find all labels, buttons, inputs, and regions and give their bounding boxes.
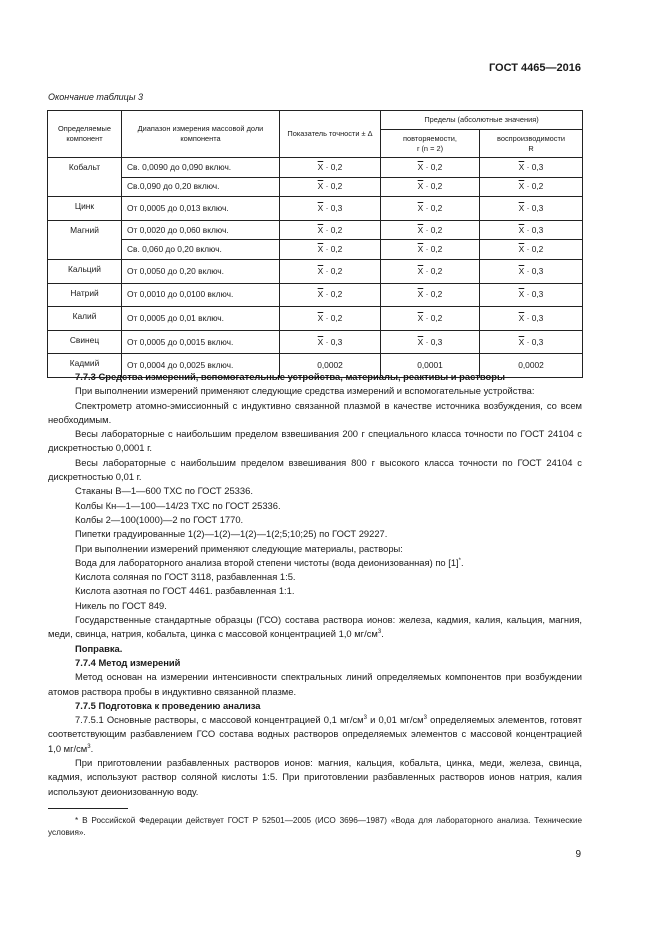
xbar-symbol: $\overline{X}$ xyxy=(417,265,424,276)
accuracy-cell xyxy=(280,240,381,260)
repeatability-cell xyxy=(381,330,480,354)
accuracy-cell xyxy=(280,158,381,178)
footnote-divider xyxy=(48,808,128,809)
table-row xyxy=(48,307,583,331)
pipettes-item: Пипетки градуированные 1(2)—1(2)—1(2)—1(2;5;10;25) по ГОСТ 29227. xyxy=(75,528,388,540)
repeatability-cell-value: · 0,2 xyxy=(425,161,443,172)
table-row xyxy=(48,197,583,221)
accuracy-cell-value: · 0,2 xyxy=(325,289,343,300)
s7751-c: определяемых элементов, готовят соответствующим разбавлением ГСО состава водных растворов определяемых элементов с массовой концентрацией 1,0 мг/см xyxy=(48,714,582,754)
xbar-symbol: $\overline{X}$ xyxy=(317,224,324,235)
gso-item xyxy=(48,613,582,642)
water-text: Вода для лабораторного анализа второй степени чистоты (вода деионизованная) по [1] xyxy=(75,556,459,568)
xbar-symbol: $\overline{X}$ xyxy=(518,312,525,323)
repeatability-cell-value: · 0,3 xyxy=(425,336,443,347)
s7751-sup1: 3 xyxy=(363,715,367,721)
reproducibility-cell-value: 0,0002 xyxy=(518,360,544,371)
reproducibility-cell xyxy=(480,220,583,240)
accuracy-cell xyxy=(280,197,381,221)
gso-end: . xyxy=(381,628,384,640)
method-text: Метод основан на измерении интенсивности спектральных линий определяемых компонентов при возбуждении атомов раствора пробы в индуктивно связанной плазме. xyxy=(48,671,582,697)
repeatability-cell xyxy=(381,259,480,283)
repeatability-cell xyxy=(381,307,480,331)
xbar-symbol: $\overline{X}$ xyxy=(417,289,424,300)
range-cell: От 0,0010 до 0,0100 включ. xyxy=(122,283,280,307)
repeatability-cell xyxy=(381,158,480,178)
dilution-text: При приготовлении разбавленных растворов ионов: магния, кальция, кобальта, цинка, меди, железа, свинца, кадмия, используют раствор соляной кислоты 1:5. При приготовлении разбавленных растворов ионов натрия, калия используют деионизованную воду. xyxy=(48,757,582,797)
repeatability-cell xyxy=(381,177,480,197)
repeatability-cell xyxy=(381,197,480,221)
xbar-symbol: $\overline{X}$ xyxy=(317,244,324,255)
spectrometer-item: Спектрометр атомно-эмиссионный с индуктивно связанной плазмой в качестве источника возбуждения, со всем необходимым. xyxy=(48,399,582,425)
accuracy-cell-value: · 0,2 xyxy=(325,181,343,192)
table-row xyxy=(48,240,583,260)
s7751-sup3: 3 xyxy=(87,743,91,750)
s7751-b: и 0,01 мг/см xyxy=(366,714,424,726)
measuring-tools-intro: При выполнении измерений применяют следующие средства измерений и вспомогательные устройства: xyxy=(75,385,535,397)
element-cell: Кадмий xyxy=(48,354,122,378)
xbar-symbol: $\overline{X}$ xyxy=(518,224,525,235)
water-end: . xyxy=(461,556,464,568)
hcl-item: Кислота соляная по ГОСТ 3118, разбавленная 1:5. xyxy=(75,571,296,583)
header-accuracy: Показатель точности ± Δ xyxy=(280,111,381,158)
accuracy-cell-value: · 0,2 xyxy=(325,244,343,255)
reproducibility-cell xyxy=(480,158,583,178)
s7751-end: . xyxy=(90,742,94,754)
accuracy-cell-value: · 0,2 xyxy=(325,224,343,235)
reproducibility-cell-value: · 0,3 xyxy=(526,312,544,323)
xbar-symbol: $\overline{X}$ xyxy=(518,265,525,276)
section-7-7-5-heading: 7.7.5 Подготовка к проведению анализа xyxy=(75,699,261,711)
table-caption: Окончание таблицы 3 xyxy=(48,92,143,102)
xbar-symbol: $\overline{X}$ xyxy=(417,161,424,172)
repeatability-cell-value: 0,0001 xyxy=(417,360,443,371)
header-reproducibility-sub: R xyxy=(528,143,534,153)
xbar-symbol: $\overline{X}$ xyxy=(417,312,424,323)
reproducibility-cell-value: · 0,3 xyxy=(526,336,544,347)
element-cell: Кальций xyxy=(48,259,122,283)
reproducibility-cell xyxy=(480,240,583,260)
xbar-symbol: $\overline{X}$ xyxy=(518,181,525,192)
accuracy-cell-value: · 0,2 xyxy=(325,312,343,323)
xbar-symbol: $\overline{X}$ xyxy=(518,202,525,213)
xbar-symbol: $\overline{X}$ xyxy=(518,289,525,300)
section-7-7-5-1-text xyxy=(48,713,582,756)
section-7-7-4-heading: 7.7.4 Метод измерений xyxy=(75,656,181,668)
section-body xyxy=(48,370,582,799)
table-body xyxy=(48,158,583,378)
repeatability-cell-value: · 0,2 xyxy=(425,224,443,235)
xbar-symbol: $\overline{X}$ xyxy=(417,244,424,255)
range-cell: От 0,0005 до 0,01 включ. xyxy=(122,307,280,331)
header-reproducibility xyxy=(480,130,583,158)
accuracy-cell-value: 0,0002 xyxy=(317,360,343,371)
xbar-symbol: $\overline{X}$ xyxy=(317,312,324,323)
materials-intro: При выполнении измерений применяют следующие материалы, растворы: xyxy=(75,542,403,554)
element-cell: Натрий xyxy=(48,283,122,307)
gso-sup: 3 xyxy=(377,629,382,636)
element-cell: Свинец xyxy=(48,330,122,354)
flasks-kn-item: Колбы Кн—1—100—14/23 ТХС по ГОСТ 25336. xyxy=(75,499,281,511)
element-cell: Кобальт xyxy=(48,158,122,197)
accuracy-cell-value: · 0,2 xyxy=(325,265,343,276)
repeatability-cell-value: · 0,2 xyxy=(425,289,443,300)
repeatability-cell-value: · 0,2 xyxy=(425,312,443,323)
reproducibility-cell xyxy=(480,259,583,283)
xbar-symbol: $\overline{X}$ xyxy=(317,336,324,347)
header-repeatability-label: повторяемости, xyxy=(403,133,457,143)
flasks-2-item: Колбы 2—100(1000)—2 по ГОСТ 1770. xyxy=(75,513,244,525)
reproducibility-cell xyxy=(480,177,583,197)
reproducibility-cell-value: · 0,2 xyxy=(526,181,544,192)
range-cell: От 0,0020 до 0,060 включ. xyxy=(122,220,280,240)
repeatability-cell xyxy=(381,240,480,260)
gso-text: Государственные стандартные образцы (ГСО) состава раствора ионов: железа, кадмия, калия, кальция, магния, меди, свинца, натрия, кобальта, цинка с массовой концентрацией 1,0 мг/см xyxy=(48,614,582,640)
accuracy-cell xyxy=(280,330,381,354)
scales-200-item: Весы лабораторные с наибольшим пределом взвешивания 200 г специального класса точности по ГОСТ 24104 с дискретностью 0,0001 г. xyxy=(48,428,582,454)
water-item xyxy=(48,556,582,570)
accuracy-cell-value: · 0,3 xyxy=(325,202,343,213)
xbar-symbol: $\overline{X}$ xyxy=(417,181,424,192)
page-number: 9 xyxy=(575,849,581,860)
table-row xyxy=(48,330,583,354)
xbar-symbol: $\overline{X}$ xyxy=(317,202,324,213)
table-row xyxy=(48,283,583,307)
repeatability-cell-value: · 0,2 xyxy=(425,202,443,213)
amendment-label: Поправка. xyxy=(75,642,123,654)
scales-800-item: Весы лабораторные с наибольшим пределом взвешивания 800 г высокого класса точности по ГОСТ 24104 с дискретностью 0,01 г. xyxy=(48,456,582,483)
xbar-symbol: $\overline{X}$ xyxy=(317,181,324,192)
s7751-sup2: 3 xyxy=(423,715,427,721)
accuracy-cell xyxy=(280,283,381,307)
repeatability-cell xyxy=(381,220,480,240)
table-header xyxy=(48,111,583,158)
repeatability-cell-value: · 0,2 xyxy=(425,181,443,192)
nickel-item: Никель по ГОСТ 849. xyxy=(75,599,167,611)
range-cell: От 0,0005 до 0,0015 включ. xyxy=(122,330,280,354)
reproducibility-cell-value: · 0,3 xyxy=(526,202,544,213)
header-repeatability-sub: r (n = 2) xyxy=(416,143,444,153)
element-cell: Цинк xyxy=(48,197,122,221)
range-cell: От 0,0004 до 0,0025 включ. xyxy=(122,354,280,378)
table-row xyxy=(48,158,583,178)
results-table xyxy=(47,110,583,378)
xbar-symbol: $\overline{X}$ xyxy=(518,161,525,172)
xbar-symbol: $\overline{X}$ xyxy=(518,244,525,255)
reproducibility-cell-value: · 0,3 xyxy=(526,224,544,235)
xbar-symbol: $\overline{X}$ xyxy=(417,336,424,347)
table-row xyxy=(48,259,583,283)
range-cell: Св. 0,0090 до 0,090 включ. xyxy=(122,158,280,178)
xbar-symbol: $\overline{X}$ xyxy=(417,224,424,235)
range-cell: От 0,0005 до 0,013 включ. xyxy=(122,197,280,221)
repeatability-cell-value: · 0,2 xyxy=(425,265,443,276)
xbar-symbol: $\overline{X}$ xyxy=(417,202,424,213)
repeatability-cell xyxy=(381,283,480,307)
standard-code: ГОСТ 4465—2016 xyxy=(488,62,581,74)
accuracy-cell xyxy=(280,307,381,331)
reproducibility-cell xyxy=(480,197,583,221)
accuracy-cell xyxy=(280,177,381,197)
reproducibility-cell xyxy=(480,283,583,307)
reproducibility-cell-value: · 0,3 xyxy=(526,265,544,276)
table-row xyxy=(48,220,583,240)
xbar-symbol: $\overline{X}$ xyxy=(317,161,324,172)
header-component: Определяемые компонент xyxy=(48,111,122,158)
xbar-symbol: $\overline{X}$ xyxy=(317,265,324,276)
header-range: Диапазон измерения массовой доли компонента xyxy=(122,111,280,158)
xbar-symbol: $\overline{X}$ xyxy=(317,289,324,300)
range-cell: От 0,0050 до 0,20 включ. xyxy=(122,259,280,283)
xbar-symbol: $\overline{X}$ xyxy=(518,336,525,347)
accuracy-cell xyxy=(280,259,381,283)
element-cell: Калий xyxy=(48,307,122,331)
reproducibility-cell xyxy=(480,330,583,354)
range-cell: Св. 0,060 до 0,20 включ. xyxy=(122,240,280,260)
reproducibility-cell xyxy=(480,307,583,331)
header-limits: Пределы (абсолютные значения) xyxy=(381,111,583,130)
range-cell: Св.0,090 до 0,20 включ. xyxy=(122,177,280,197)
accuracy-cell xyxy=(280,220,381,240)
beakers-item: Стаканы В—1—600 ТХС по ГОСТ 25336. xyxy=(75,485,253,497)
header-reproducibility-label: воспроизводимости xyxy=(496,133,566,143)
reproducibility-cell-value: · 0,2 xyxy=(526,244,544,255)
reproducibility-cell-value: · 0,3 xyxy=(526,161,544,172)
footnote-mark: * xyxy=(458,557,461,564)
repeatability-cell-value: · 0,2 xyxy=(425,244,443,255)
section-7-7-3-heading: 7.7.3 Средства измерений, вспомогательные устройства, материалы, реактивы и растворы xyxy=(75,371,505,382)
s7751-a: 7.7.5.1 Основные растворы, с массовой концентрацией 0,1 мг/см xyxy=(75,714,364,726)
accuracy-cell-value: · 0,2 xyxy=(325,161,343,172)
header-repeatability xyxy=(381,130,480,158)
accuracy-cell-value: · 0,3 xyxy=(325,336,343,347)
table-row xyxy=(48,177,583,197)
footnote: * В Российской Федерации действует ГОСТ Р 52501—2005 (ИСО 3696—1987) «Вода для лабораторного анализа. Технические условия». xyxy=(48,816,582,837)
element-cell: Магний xyxy=(48,220,122,259)
hno3-item: Кислота азотная по ГОСТ 4461. разбавленная 1:1. xyxy=(75,585,295,597)
reproducibility-cell-value: · 0,3 xyxy=(526,289,544,300)
